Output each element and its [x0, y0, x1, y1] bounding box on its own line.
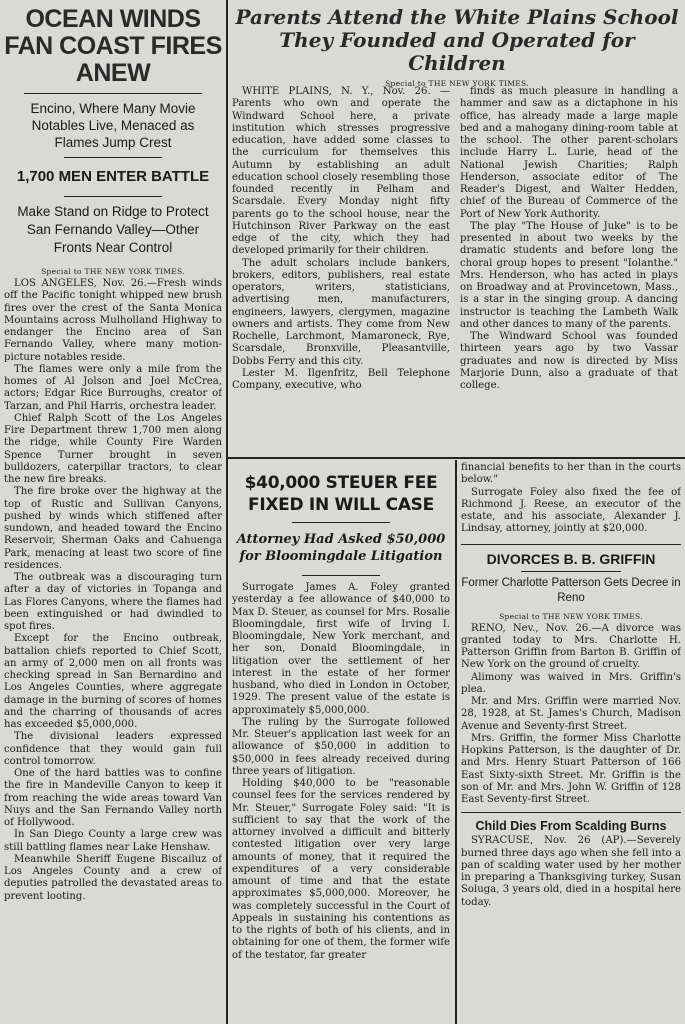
paragraph: The fire broke over the highway at the top of Rustic and Sullivan Canyons, pushed by winds which stiffened after sundown, and headed toward the Encino Reservoir, Sherman Oaks and Cahuenga Park, menacing at least two score of fine residences.	[4, 486, 222, 571]
paragraph: In San Diego County a large crew was still battling flames near Lake Henshaw.	[4, 829, 222, 853]
paragraph: Surrogate James A. Foley granted yesterday a fee allowance of $40,000 to Max D. Steuer, as counsel for Mrs. Rosalie Bloomingdale, first wife of Irving I. Bloomingdale, New York merchant, and her son, Donald Bloomingdale, in litigation over the settlement of her interest in the estate of her former husband, who died in London in October, 1929. The present value of the estate is approximately $5,000,000.	[232, 582, 450, 716]
paragraph: Except for the Encino outbreak, battalion chiefs reported to Chief Scott, an army of 2,000 men on all fronts was checking spread in San Bernardino and Los Angeles Counties, where aggregate damage in the burning of scores of homes and the charring of thousands of acres has exceeded $5,000,000.	[4, 633, 222, 730]
parents-story	[232, 0, 682, 455]
section-rule	[228, 457, 685, 459]
column-rule-left	[226, 0, 228, 1024]
divider	[64, 196, 162, 197]
paragraph: One of the hard battles was to confine the fire in Mandeville Canyon to keep it from reaching the wide areas toward Van Nuys and the San Fernando Valley north of Hollywood.	[4, 768, 222, 828]
parents-body-1	[232, 86, 450, 392]
child-body	[461, 835, 681, 909]
parents-body-2	[460, 86, 678, 392]
paragraph: The flames were only a mile from the homes of Al Jolson and Joel McCrea, actors; Edgar Rice Burroughs, creator of Tarzan, and Phil Harris, orchestra leader.	[4, 363, 222, 412]
deck-make-stand: Make Stand on Ridge to Protect San Fernando Valley—Other Fronts Near Control	[17, 204, 209, 255]
paragraph: The Windward School was founded thirteen years ago by two Vassar graduates and now is directed by Miss Marjorie Dunn, also a graduate of that college.	[460, 331, 678, 391]
fire-story	[4, 0, 222, 1020]
paragraph: The divisional leaders expressed confidence that they would gain full control tomorrow.	[4, 731, 222, 767]
paragraph: Holding $40,000 to be "reasonable counsel fees for the services rendered by Mr. Steuer," Surrogate Foley said: "It is sufficient to say that the work of the attorney involved a difficult and bitterly contested litigation over very large amounts of money, that it required the expenditures of a very considerable amount of time and that the estate approximates $5,000,000. Moreover, he was completely successful in the Court of Appeals in sustaining his contentions as to the rights of both of his clients, and in obtaining for one of them, the former wife of the testator, far greater	[232, 778, 450, 961]
paragraph: financial benefits to her than in the courts below."	[461, 462, 681, 486]
paragraph: Mr. and Mrs. Griffin were married Nov. 28, 1928, at St. James's Church, Madison Avenue and Seventy-first Street.	[461, 696, 681, 732]
steuer-continued	[461, 462, 681, 536]
paragraph: The outbreak was a discouraging turn after a day of victories in Topanga and Las Flores Canyons, where the flames had been extinguished or had dwindled to spot fires.	[4, 572, 222, 632]
parents-column-2	[460, 86, 678, 455]
paragraph: Mrs. Griffin, the former Miss Charlotte Hopkins Patterson, is the daughter of Dr. and Mrs. Henry Stuart Patterson of 166 East Sixty-sixth Street. Mr. Griffin is the son of Mr. and Mrs. John W. Griffin of 128 East Seventy-first Street.	[461, 732, 681, 805]
parents-column-1	[232, 86, 450, 455]
paragraph: The ruling by the Surrogate followed Mr. Steuer's application last week for an allowance of $50,000 in addition to $50,000 in fees already received during three years of litigation.	[232, 716, 450, 777]
divider	[461, 544, 681, 545]
deck-1700-men: 1,700 MEN ENTER BATTLE	[16, 168, 210, 185]
fire-story-body	[4, 278, 222, 903]
headline-divorces: DIVORCES B. B. GRIFFIN	[486, 550, 656, 567]
steuer-body	[232, 582, 450, 962]
paragraph: RENO, Nev., Nov. 26.—A divorce was granted today to Mrs. Charlotte H. Patterson Griffin from Barton B. Griffin of New York on the ground of cruelty.	[461, 622, 681, 671]
deck-attorney: Attorney Had Asked $50,000 for Bloomingdale Litigation	[236, 532, 446, 564]
deck-encino: Encino, Where Many Movie Notables Live, Menaced as Flames Jump Crest	[30, 101, 196, 150]
divider	[302, 575, 380, 576]
divider	[461, 812, 681, 813]
paragraph: LOS ANGELES, Nov. 26.—Fresh winds off the Pacific tonight whipped new brush fires over the crest of the Santa Monica Mountains across Mulholland Highway to endanger the Encino area of San Fernando Valley, where many motion-picture notables reside.	[4, 278, 222, 363]
deck-reno: Former Charlotte Patterson Gets Decree in Reno	[461, 576, 681, 604]
griffin-body	[461, 623, 681, 807]
paragraph: Chief Ralph Scott of the Los Angeles Fire Department threw 1,700 men along the ridge, while County Fire Warden Spence Turner brought in seven bulldozers, caterpillar tractors, to clear the new fire breaks.	[4, 412, 222, 485]
paragraph: Lester M. Ilgenfritz, Bell Telephone Company, executive, who	[232, 367, 450, 391]
headline-ocean-winds: OCEAN WINDS FAN COAST FIRES ANEW	[4, 5, 222, 87]
divider	[24, 93, 202, 94]
divider	[292, 522, 390, 523]
divider	[64, 157, 162, 158]
divider	[521, 571, 621, 572]
headline-steuer-fee: $40,000 STEUER FEE FIXED IN WILL CASE	[244, 473, 438, 515]
headline-parents: Parents Attend the White Plains School They Founded and Operated for Children	[235, 5, 679, 75]
steuer-story	[232, 462, 450, 1022]
special-credit: Special to THE NEW YORK TIMES.	[499, 611, 643, 621]
column-rule-right	[455, 460, 457, 1024]
paragraph: The play "The House of Juke" is to be presented in about two weeks by the dramatic students and before long the choral group hopes to present "Iolanthe." Mrs. Henderson, who has acted in plays on Broadway and at Provincetown, Mass., is a star in the singing group. A dancing instructor is teaching the Lambeth Walk and other dances to many of the parents.	[460, 220, 678, 330]
paragraph: Meanwhile Sheriff Eugene Biscailuz of Los Angeles County and a crew of deputies patrolled the devastated areas to prevent looting.	[4, 853, 222, 902]
paragraph: finds as much pleasure in handling a hammer and saw as a dictaphone in his office, has already made a large maple bed and a mahogany dining-room table at the school. The other parent-scholars include Harry L. Lurie, head of the National Jewish Charities; Ralph Henderson, associate editor of The Reader's Digest, and Walter Hedden, chief of the Bureau of Commerce of the Port of New York Authority.	[460, 86, 678, 220]
special-credit: Special to THE NEW YORK TIMES.	[41, 267, 185, 276]
special-credit: Special to THE NEW YORK TIMES.	[385, 79, 529, 88]
paragraph: Alimony was waived in Mrs. Griffin's plea.	[461, 671, 681, 695]
paragraph: SYRACUSE, Nov. 26 (AP).—Severely burned three days ago when she fell into a pan of scalding water used by her mother in preparing a Thanksgiving turkey, Susan Soluga, 3 years old, died in a hospital here today.	[461, 835, 681, 908]
right-bottom-column	[461, 462, 681, 1022]
headline-child-dies: Child Dies From Scalding Burns	[475, 819, 667, 834]
paragraph: Surrogate Foley also fixed the fee of Richmond J. Reese, an executor of the estate, and his associate, Alexander J. Lindsay, attorney, jointly at $20,000.	[461, 486, 681, 535]
paragraph: The adult scholars include bankers, brokers, editors, publishers, real estate operators, writers, statisticians, advertising men, manufacturers, engineers, lawyers, clergymen, magazine owners and artists. They come from New Rochelle, Larchmont, Mamaroneck, Rye, Scarsdale, Bronxville, Pleasantville, Dobbs Ferry and this city.	[232, 257, 450, 367]
paragraph: WHITE PLAINS, N. Y., Nov. 26. —Parents who own and operate the Windward School here, a private institution which stresses progressive education, have added some classes to the curriculum for themselves this Autumn by establishing an adult education school closely resembling those founded recently in Pelham and Scarsdale. Every Monday night fifty parents go to the school house, near the Hutchinson River Parkway on the east edge of the city, which they had developed primarily for their children.	[232, 86, 450, 257]
